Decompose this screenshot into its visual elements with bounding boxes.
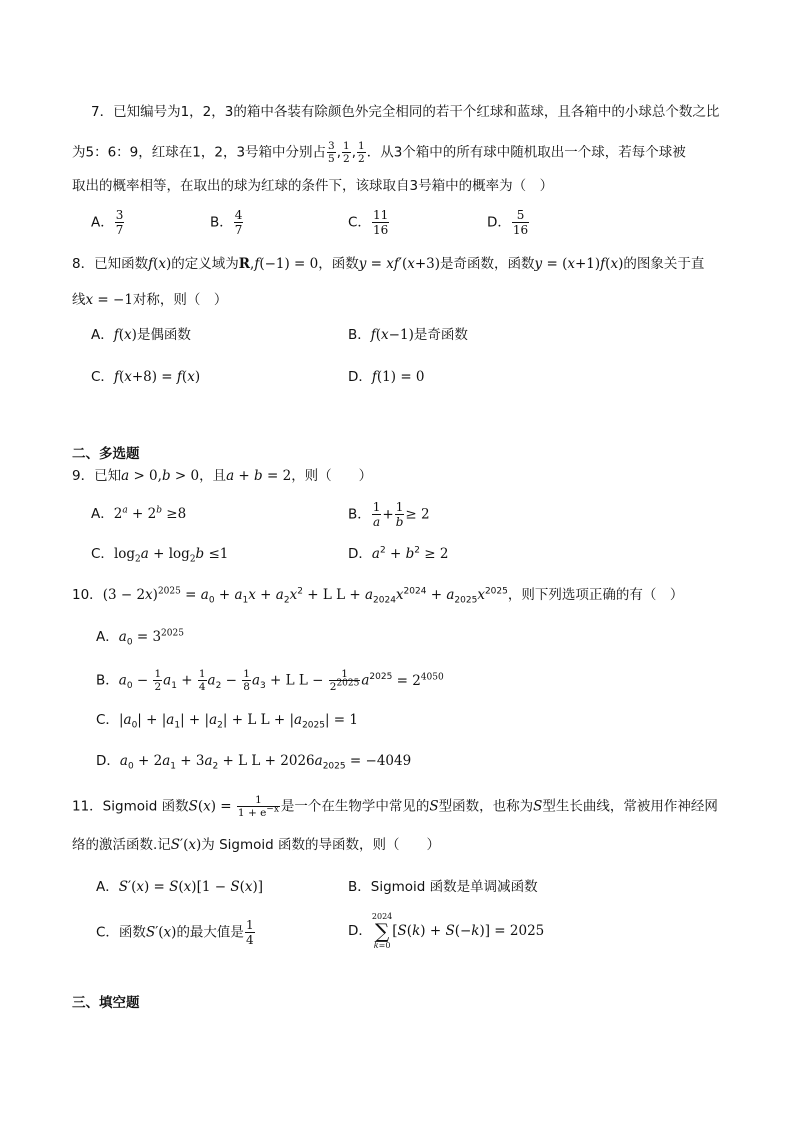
q11-line2: 络的激活函数.记S′(x)为 Sigmoid 函数的导函数，则（ ）	[72, 837, 440, 853]
frac-3-5: $\frac{3}{5}$	[328, 140, 335, 165]
q11-option-a: A．S′(x) = S(x)[1 − S(x)]	[96, 879, 264, 895]
q8-text-b: 的定义域为	[171, 256, 239, 272]
q11-line1: 11．Sigmoid 函数S(x) = $\frac{1}{1 + e^{-x}}$ 是一个在生物学中常见的S型函数，也称为S型生长曲线，常被用作神经网	[72, 794, 718, 819]
q11-option-c: C．函数S′(x)的最大值是 $\frac{1}{4}$	[96, 918, 254, 947]
q10-option-b: B．$a_0$ − $\frac{1}{2}$ $a_1$ + $\frac{1}{4}$ $a_2$ − $\frac{1}{8}$ $a_3 + L$ L − $\frac{1}{2^{2025}}$ $a^{2025} = 2^{4050}$	[96, 668, 444, 693]
q7-line2-text: 为5：6：9，红球在1，2，3号箱中分别占	[72, 144, 327, 161]
summation-symbol: 2024 ∑ k=0	[371, 912, 393, 950]
q8-text-c: ，函数	[318, 256, 359, 272]
q10-option-d: D．$a_0 + 2a_1 + 3a_2 + L$ $L + 2026a_{2025} = -4049$	[96, 753, 412, 772]
q8-text-d: 是奇函数，函数	[440, 256, 535, 272]
q8-line2: 线x = −1对称，则（ ）	[72, 292, 228, 308]
section-fill-in-heading: 三、填空题	[72, 995, 140, 1011]
q8-option-d: D．f(1) = 0	[348, 369, 425, 385]
frac-1-2b: $\frac{1}{2}$	[358, 140, 365, 165]
q8-text-g: 对称，则（ ）	[132, 292, 228, 308]
q9-option-a: A．$2^a + 2^b \ge 8$	[91, 505, 187, 522]
q7-line3: 取出的概率相等，在取出的球为红球的条件下，该球取自3号箱中的概率为（ ）	[72, 178, 554, 194]
q7-line2: 为5：6：9，红球在1，2，3号箱中分别占 $\frac{3}{5}$ , $\frac{1}{2}$ , $\frac{1}{2}$ ．从3个箱中的所有球中随机取出一个球，若每个球被	[72, 140, 686, 165]
q7-line1: 7．已知编号为1，2，3的箱中各装有除颜色外完全相同的若干个红球和蓝球，且各箱中的小球总个数之比	[91, 104, 720, 120]
q10-option-a: A．$a_0 = 3^{2025}$	[96, 628, 184, 648]
q10-option-c: C．$|a_0| + |a_1| + |a_2| + L$ $L + |a_{2025}| = 1$	[96, 712, 359, 731]
section-multi-choice-heading: 二、多选题	[72, 446, 140, 462]
q7-option-c: C． $\frac{11}{16}$	[348, 208, 389, 237]
q8-text-f: 线	[72, 292, 86, 308]
q9-line1: 9．已知a > 0,b > 0，且a + b = 2，则（ ）	[72, 468, 373, 484]
q11-option-d: D． 2024 ∑ k=0 [S(k) + S(−k)] = 2025	[348, 912, 545, 950]
q8-option-a: A．f(x)是偶函数	[91, 327, 191, 343]
q10-line1: 10．$(3 - 2x)^{2025} = a_0 + a_1x + a_2x^2 + L$ $L + a_{2024}x^{2024} + a_{2025}x^{2025}$，则下列选项正确的有（ ）	[72, 586, 684, 606]
q8-text-a: 8．已知函数	[72, 256, 149, 272]
q9-option-c: C．$\log_2a + \log_2b \le 1$	[91, 546, 229, 565]
q11-option-b: B．Sigmoid 函数是单调减函数	[348, 879, 538, 895]
q9-option-d: D．$a^2 + b^2 \ge 2$	[348, 545, 449, 562]
q7-line2-tail: ．从3个箱中的所有球中随机取出一个球，若每个球被	[366, 144, 686, 161]
q7-option-a: A． $\frac{3}{7}$	[91, 208, 124, 237]
q7-option-b: B． $\frac{4}{7}$	[210, 208, 243, 237]
frac-1-2: $\frac{1}{2}$	[343, 140, 350, 165]
q8-option-b: B．f(x−1)是奇函数	[348, 327, 468, 343]
q7-option-d: D． $\frac{5}{16}$	[487, 208, 529, 237]
q8-text-e: 的图象关于直	[623, 256, 705, 272]
q8-option-c: C．f(x+8) = f(x)	[91, 369, 201, 385]
q8-line1: 8．已知函数f(x)的定义域为R,f(−1) = 0，函数y = xf′(x+3)是奇函数，函数y = (x+1)f(x)的图象关于直	[72, 256, 705, 272]
q9-option-b: B． $\frac{1}{a}$ + $\frac{1}{b}$ ≥ 2	[348, 500, 430, 529]
